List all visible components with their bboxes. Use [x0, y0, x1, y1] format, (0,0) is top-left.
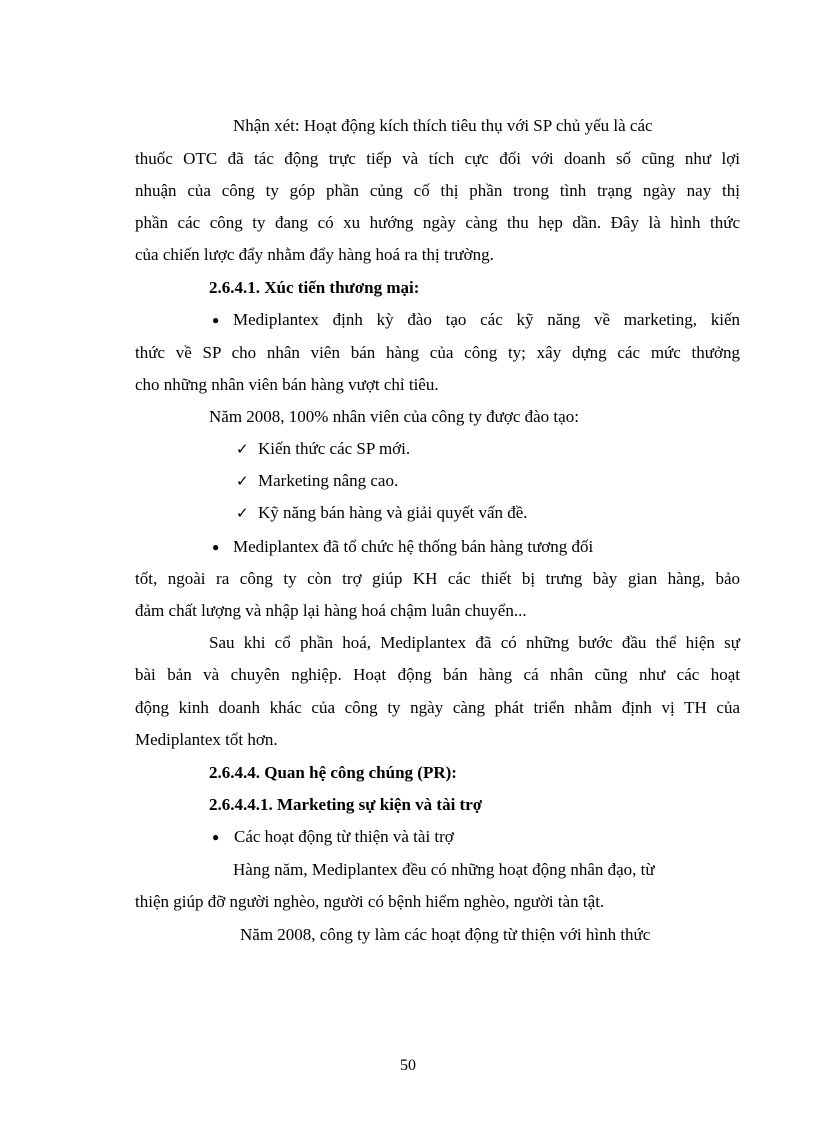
- section-heading: 2.6.4.1. Xúc tiến thương mại:: [209, 278, 420, 297]
- paragraph-line: động kinh doanh khác của công ty ngày càng phát triển nhằm định vị TH của: [135, 698, 740, 717]
- paragraph-line: Mediplantex tốt hơn.: [135, 730, 278, 749]
- paragraph-line: của chiến lược đẩy nhằm đẩy hàng hoá ra thị trường.: [135, 245, 494, 264]
- bullet-line: tốt, ngoài ra công ty còn trợ giúp KH các thiết bị trưng bày gian hàng, bảo: [135, 569, 740, 588]
- paragraph-line: Năm 2008, công ty làm các hoạt động từ thiện với hình thức: [240, 925, 651, 944]
- checkmark-icon: ✓: [236, 472, 249, 490]
- bullet-icon: ●: [212, 313, 220, 327]
- bullet-line: cho những nhân viên bán hàng vượt chỉ tiêu.: [135, 375, 439, 394]
- checkmark-icon: ✓: [236, 440, 249, 458]
- bullet-line: thức về SP cho nhân viên bán hàng của công ty; xây dựng các mức thưởng: [135, 343, 740, 362]
- paragraph-line: Sau khi cổ phần hoá, Mediplantex đã có những bước đầu thể hiện sự: [209, 633, 740, 652]
- check-item: Kiến thức các SP mới.: [258, 439, 411, 458]
- paragraph-line: thuốc OTC đã tác động trực tiếp và tích cực đối với doanh số cũng như lợi: [135, 149, 740, 168]
- paragraph-line: Nhận xét: Hoạt động kích thích tiêu thụ với SP chủ yếu là các: [233, 116, 653, 135]
- bullet-line: Mediplantex định kỳ đào tạo các kỹ năng về marketing, kiến: [233, 310, 740, 329]
- section-heading: 2.6.4.4. Quan hệ công chúng (PR):: [209, 763, 457, 782]
- paragraph-line: bài bản và chuyên nghiệp. Hoạt động bán hàng cá nhân cũng như các hoạt: [135, 665, 740, 684]
- check-item: Marketing nâng cao.: [258, 471, 399, 490]
- paragraph-line: phần các công ty đang có xu hướng ngày càng thu hẹp dần. Đây là hình thức: [135, 213, 740, 232]
- page-number: 50: [400, 1057, 416, 1074]
- check-item: Kỹ năng bán hàng và giải quyết vấn đề.: [258, 503, 528, 522]
- paragraph-line: nhuận của công ty góp phần củng cố thị phần trong tình trạng ngày nay thị: [135, 181, 740, 200]
- bullet-icon: ●: [212, 830, 220, 844]
- paragraph-line: thiện giúp đỡ người nghèo, người có bệnh hiểm nghèo, người tàn tật.: [135, 892, 605, 911]
- paragraph-line: Hàng năm, Mediplantex đều có những hoạt động nhân đạo, từ: [233, 860, 655, 879]
- bullet-icon: ●: [212, 540, 220, 554]
- subsection-heading: 2.6.4.4.1. Marketing sự kiện và tài trợ: [209, 795, 483, 814]
- paragraph-line: Năm 2008, 100% nhân viên của công ty được đào tạo:: [209, 407, 579, 426]
- checkmark-icon: ✓: [236, 504, 249, 522]
- bullet-line: đảm chất lượng và nhập lại hàng hoá chậm luân chuyển...: [135, 601, 527, 620]
- bullet-line: Mediplantex đã tổ chức hệ thống bán hàng tương đối: [233, 537, 594, 556]
- bullet-line: Các hoạt động từ thiện và tài trợ: [234, 827, 454, 846]
